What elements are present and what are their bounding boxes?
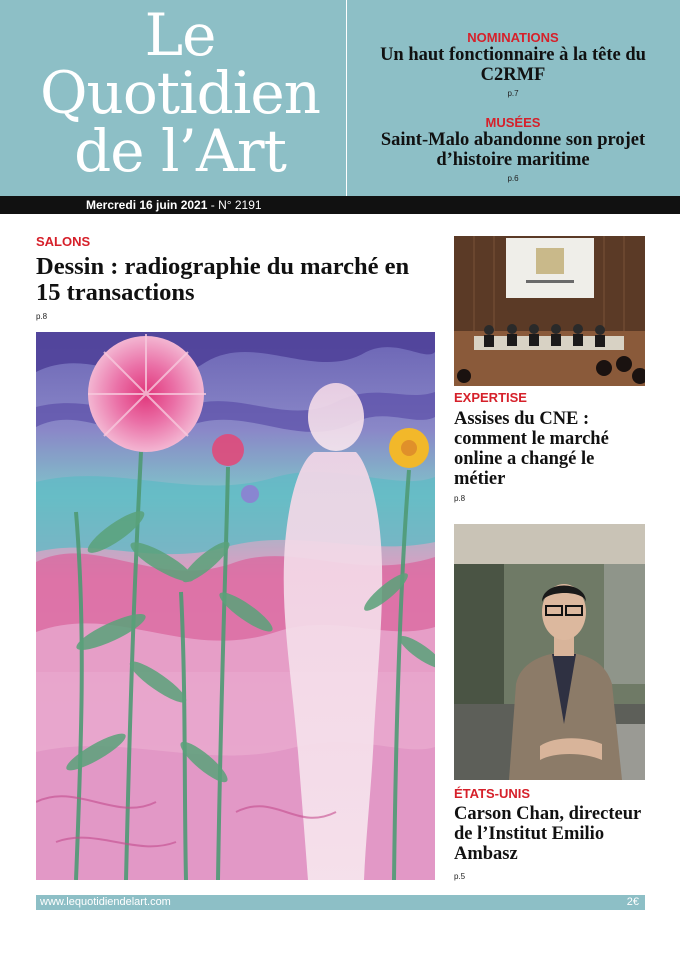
teaser-headline[interactable]: Saint-Malo abandonne son projet d’histoire maritime (380, 130, 646, 170)
teaser-nominations[interactable] (346, 30, 680, 98)
side-story-2-kicker: ÉTATS-UNIS (454, 786, 531, 801)
newspaper-logo[interactable] (20, 1, 340, 185)
painting-illustration (36, 332, 435, 880)
teaser-kicker: MUSÉES (485, 115, 541, 130)
masthead (0, 0, 680, 196)
website-link[interactable]: www.lequotidiendelart.com (40, 896, 171, 908)
portrait-illustration (454, 524, 645, 780)
logo-line-2: Quotidien (39, 59, 321, 127)
teaser-headline[interactable]: Un haut fonctionnaire à la tête du C2RMF (380, 45, 646, 85)
teaser-musees[interactable] (346, 115, 680, 183)
teaser-page: p.6 (507, 174, 519, 183)
main-story-title[interactable]: Dessin : radiographie du marché en 15 transactions (36, 253, 410, 306)
issue-date-line (86, 198, 262, 212)
conference-photo[interactable] (454, 236, 645, 386)
main-story-painting-image[interactable] (36, 332, 435, 880)
issue-number: - N° 2191 (207, 198, 262, 212)
conference-illustration (454, 236, 645, 386)
side-story-2-page: p.5 (454, 872, 466, 881)
side-story-1-page: p.8 (454, 494, 466, 503)
teaser-kicker: NOMINATIONS (467, 30, 559, 45)
side-story-1-title[interactable]: Assises du CNE : comment le marché online a changé le métier (454, 409, 609, 489)
date-bar (0, 196, 680, 214)
teaser-page: p.7 (507, 89, 519, 98)
issue-price: 2€ (626, 896, 639, 908)
main-story-kicker: SALONS (36, 234, 91, 249)
main-story-page: p.8 (36, 312, 48, 321)
logo-line-1: Le (144, 1, 216, 69)
side-story-1-kicker: EXPERTISE (454, 390, 527, 405)
portrait-photo[interactable] (454, 524, 645, 780)
issue-date: Mercredi 16 juin 2021 (86, 198, 208, 212)
footer-bar (36, 895, 645, 910)
side-story-2-title[interactable]: Carson Chan, directeur de l’Institut Emilio Ambasz (454, 804, 641, 864)
logo-line-3: de l’Art (74, 117, 286, 185)
